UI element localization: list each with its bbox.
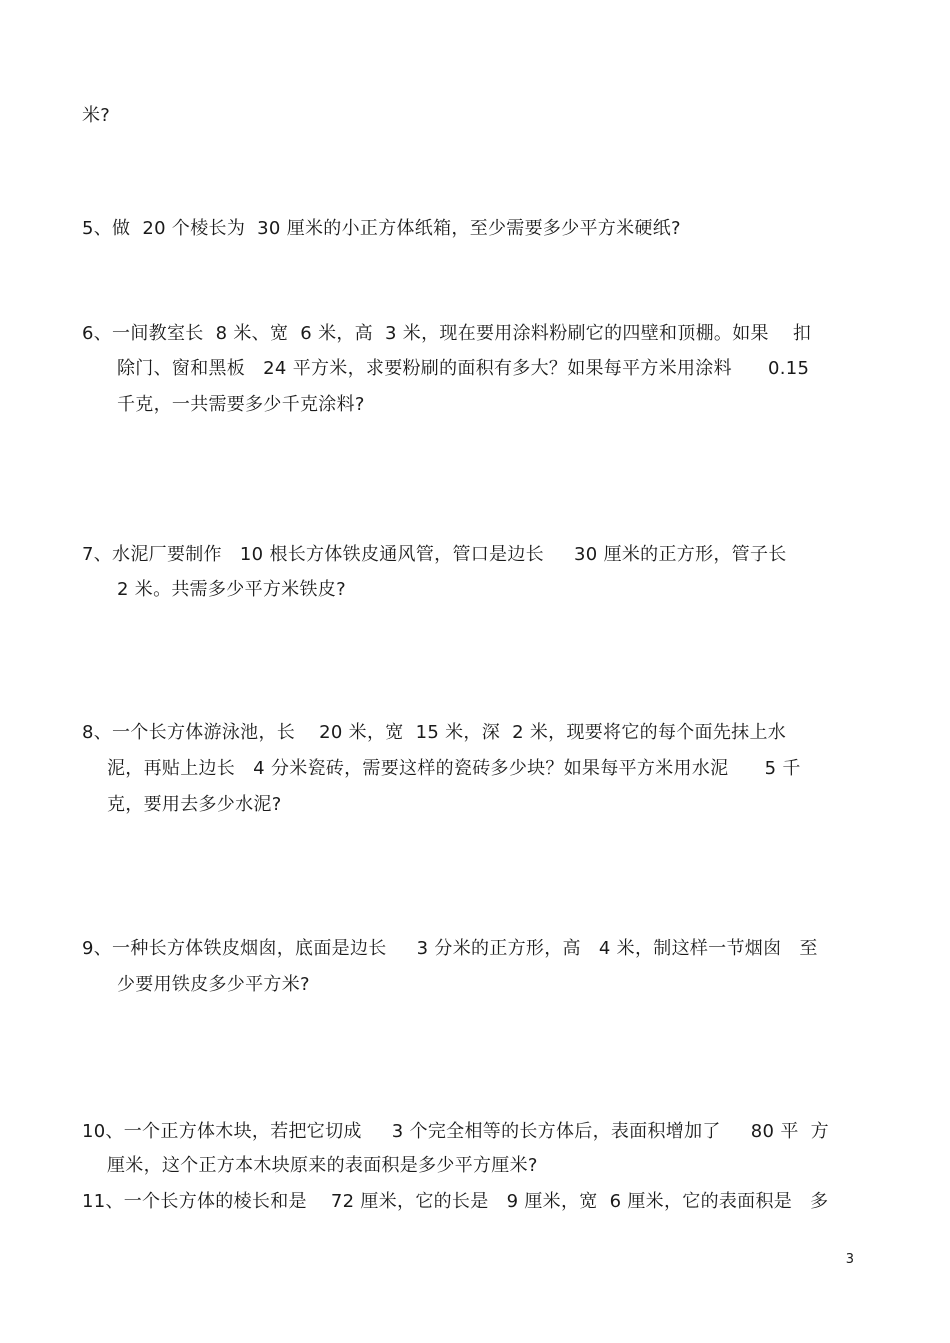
question-8-line-2: 泥，再贴上边长 4 分米瓷砖，需要这样的瓷砖多少块？如果每平方米用水泥 5 千: [107, 758, 801, 779]
question-6-line-2: 除门、窗和黑板 24 平方米，求要粉刷的面积有多大？如果每平方米用涂料 0.15: [117, 358, 810, 379]
question-8-line-1: 8、一个长方体游泳池，长 20 米，宽 15 米，深 2 米，现要将它的每个面先抹上水: [82, 722, 787, 743]
question-10-line-2: 厘米，这个正方本木块原来的表面积是多少平方厘米?: [107, 1155, 538, 1176]
text-line-continuation: 米?: [82, 105, 111, 126]
question-8-line-3: 克，要用去多少水泥?: [107, 794, 282, 815]
page-number: 3: [845, 1252, 854, 1267]
question-11-line-1: 11、一个长方体的棱长和是 72 厘米，它的长是 9 厘米，宽 6 厘米，它的表面积是 多: [82, 1191, 829, 1212]
question-5: 5、做 20 个棱长为 30 厘米的小正方体纸箱，至少需要多少平方米硬纸?: [82, 218, 681, 239]
question-7-line-1: 7、水泥厂要制作 10 根长方体铁皮通风管，管口是边长 30 厘米的正方形，管子长: [82, 544, 787, 565]
question-6-line-3: 千克，一共需要多少千克涂料?: [117, 394, 365, 415]
question-9-line-1: 9、一种长方体铁皮烟囱，底面是边长 3 分米的正方形，高 4 米，制这样一节烟囱 至: [82, 938, 818, 959]
question-7-line-2: 2 米。共需多少平方米铁皮?: [117, 579, 346, 600]
question-6-line-1: 6、一间教室长 8 米、宽 6 米，高 3 米，现在要用涂料粉刷它的四壁和顶棚。如果 扣: [82, 323, 812, 344]
question-10-line-1: 10、一个正方体木块，若把它切成 3 个完全相等的长方体后，表面积增加了 80 平 方: [82, 1121, 829, 1142]
question-9-line-2: 少要用铁皮多少平方米?: [117, 974, 310, 995]
